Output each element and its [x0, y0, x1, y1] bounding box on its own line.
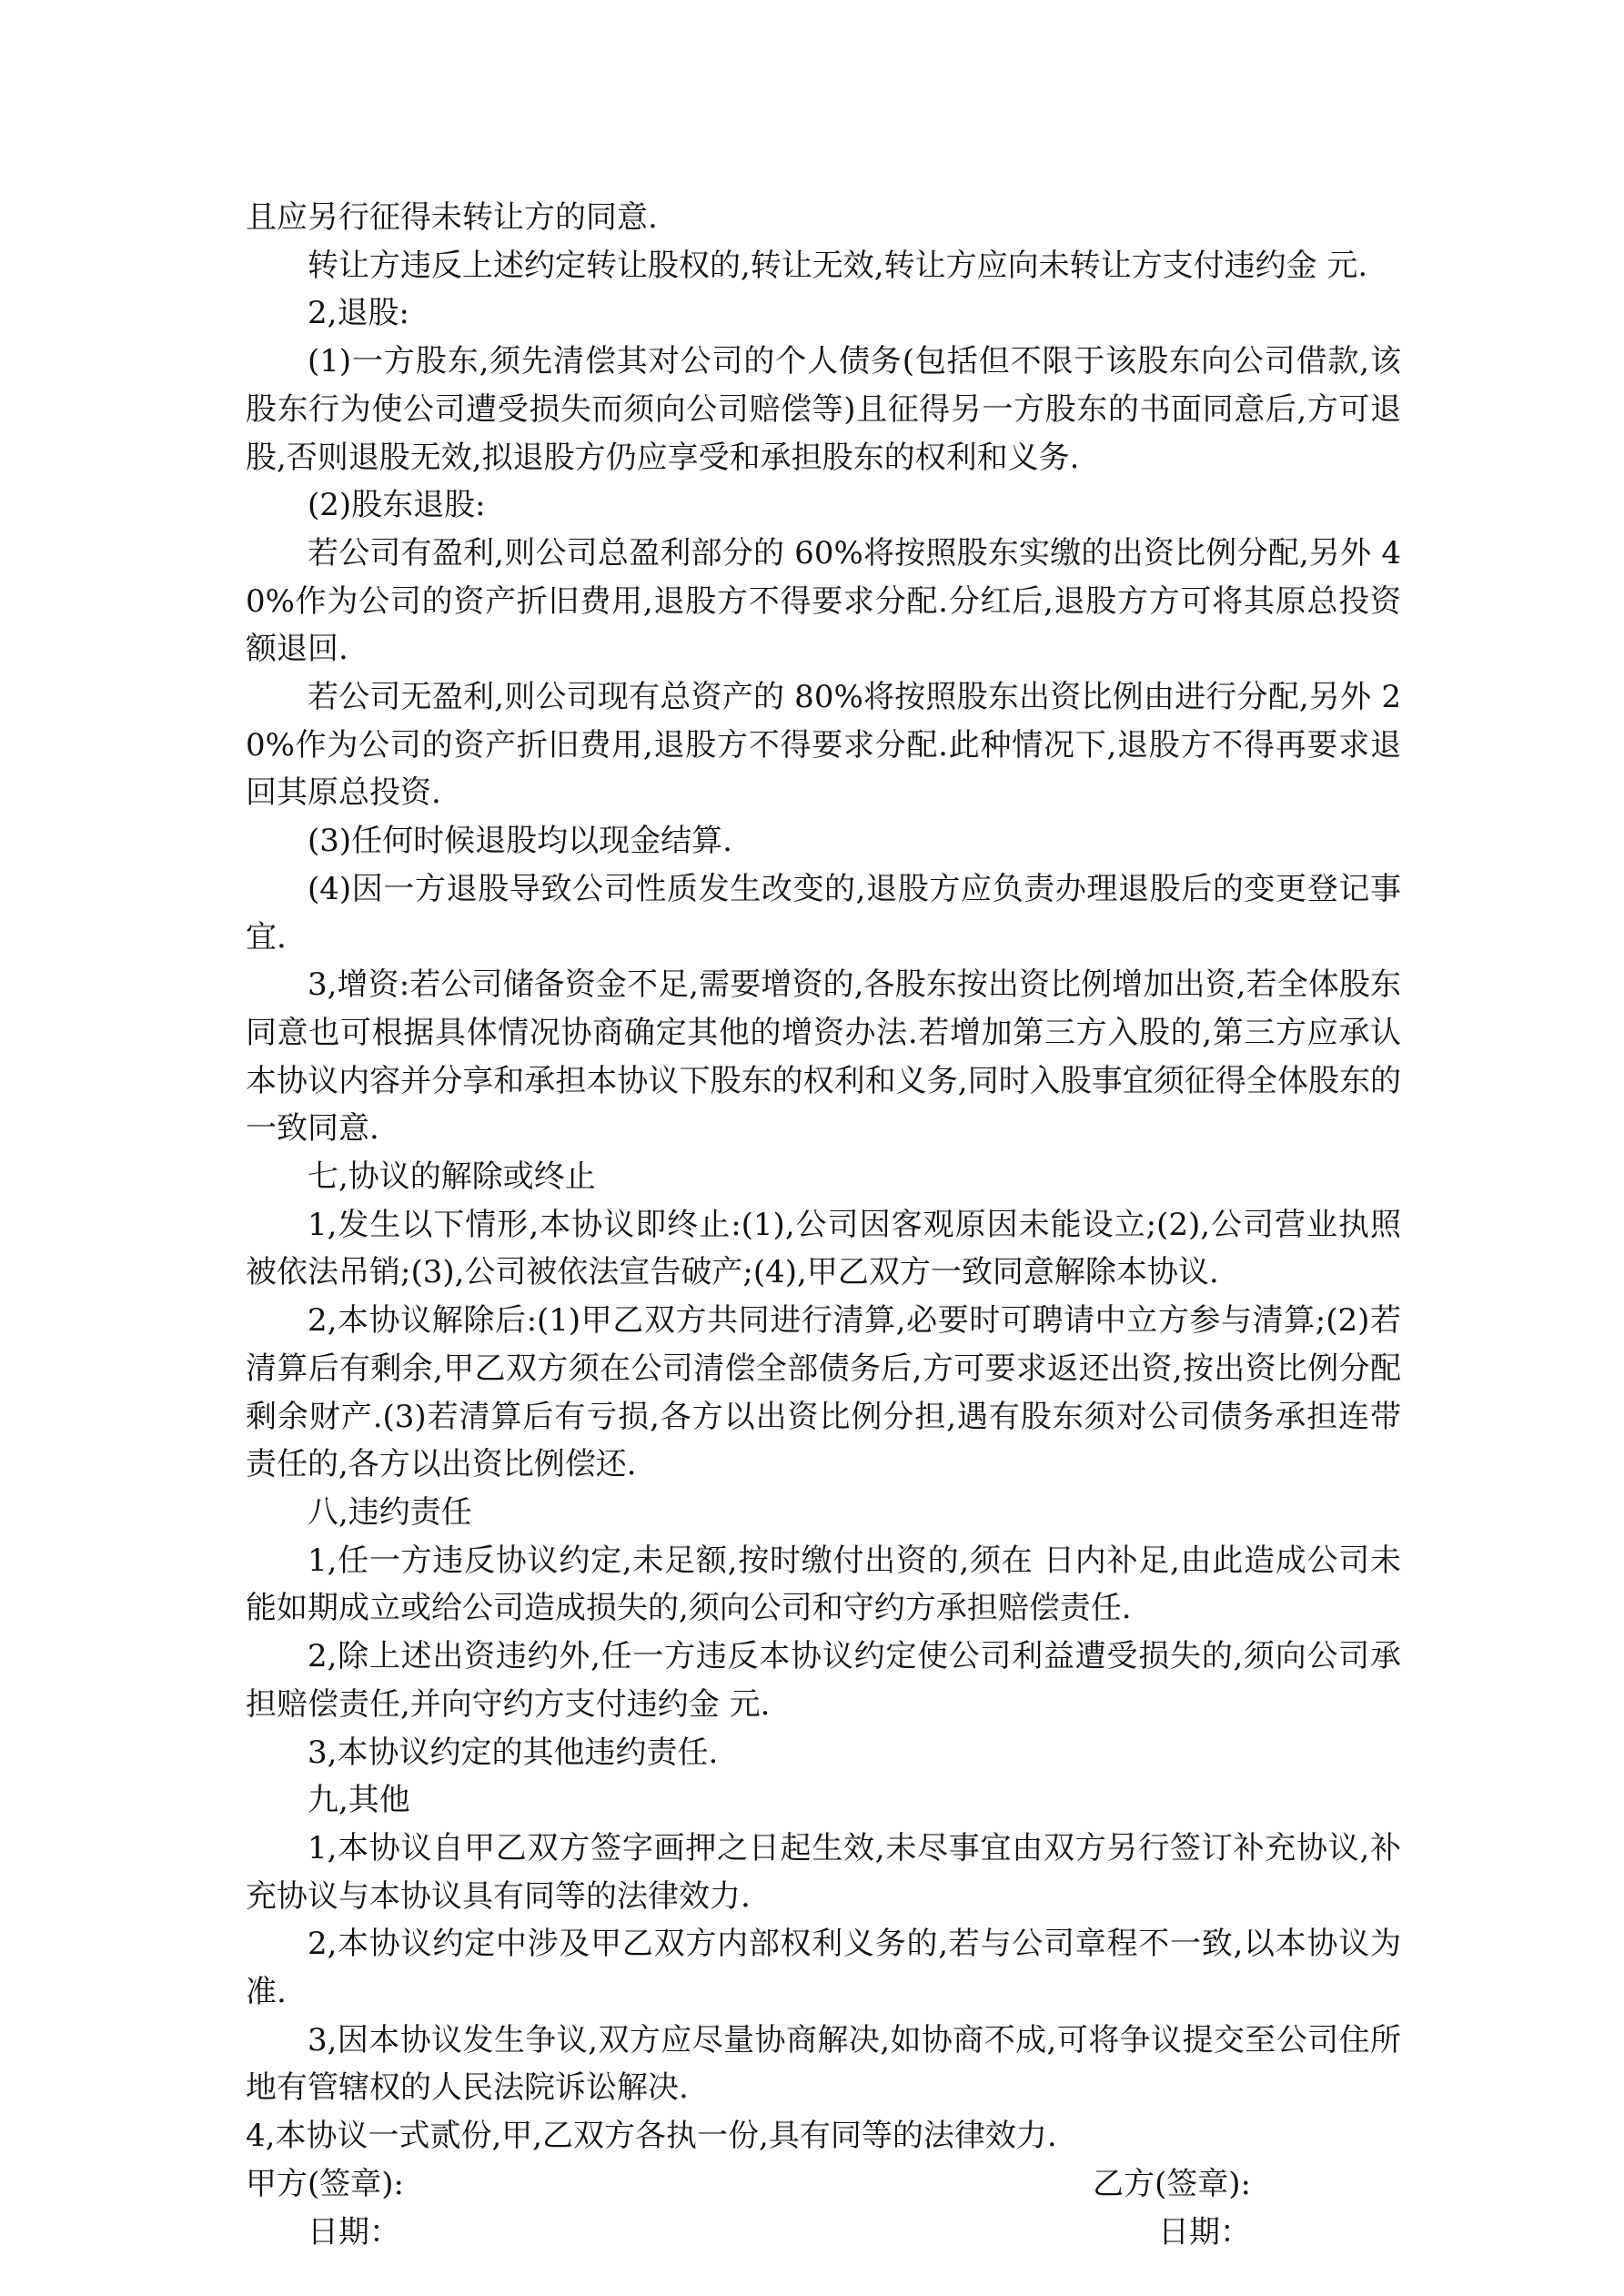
- paragraph: 八,违约责任: [308, 1493, 472, 1531]
- paragraph: 3,增资:若公司储备资金不足,需要增资的,各股东按出资比例增加出资,若全体股东同意也可根据具体情况协商确定其他的增资办法.若增加第三方入股的,第三方应承认本协议内容并分享和承担本协议下股东的权利和义务,同时入股事宜须征得全体股东的一致同意.: [246, 966, 1401, 1148]
- paragraph: 4,本协议一式贰份,甲,乙双方各执一份,具有同等的法律效力.: [246, 2118, 1057, 2155]
- paragraph: 转让方违反上述约定转让股权的,转让无效,转让方应向未转让方支付违约金 元.: [308, 247, 1368, 284]
- party-b-signature-label: 乙方(签章):: [1093, 2165, 1251, 2202]
- paragraph: (4)因一方退股导致公司性质发生改变的,退股方应负责办理退股后的变更登记事宜.: [246, 870, 1401, 956]
- paragraph: 九,其他: [308, 1782, 410, 1819]
- document-body: [246, 194, 1401, 2256]
- paragraph: 七,协议的解除或终止: [308, 1158, 596, 1196]
- paragraph: 3,本协议约定的其他违约责任.: [308, 1734, 719, 1771]
- paragraph: 3,因本协议发生争议,双方应尽量协商解决,如协商不成,可将争议提交至公司住所地有管辖权的人民法院诉讼解决.: [246, 2021, 1401, 2107]
- paragraph: 2,退股:: [308, 295, 409, 332]
- paragraph: 1,任一方违反协议约定,未足额,按时缴付出资的,须在 日内补足,由此造成公司未能如期成立或给公司造成损失的,须向公司和守约方承担赔偿责任.: [246, 1542, 1401, 1627]
- paragraph: 2,除上述出资违约外,任一方违反本协议约定使公司利益遭受损失的,须向公司承担赔偿责任,并向守约方支付违约金 元.: [246, 1638, 1401, 1723]
- paragraph: 1,发生以下情形,本协议即终止:(1),公司因客观原因未能设立;(2),公司营业执照被依法吊销;(3),公司被依法宣告破产;(4),甲乙双方一致同意解除本协议.: [246, 1206, 1401, 1291]
- paragraph: 且应另行征得未转让方的同意.: [246, 199, 658, 236]
- party-a-date-label: 日期：: [308, 2213, 400, 2250]
- paragraph: (3)任何时候退股均以现金结算.: [308, 823, 732, 860]
- signature-row: [246, 2160, 1251, 2209]
- party-a-signature-label: 甲方(签章):: [246, 2165, 404, 2202]
- paragraph: (2)股东退股:: [308, 487, 486, 524]
- paragraph: 若公司有盈利,则公司总盈利部分的 60%将按照股东实缴的出资比例分配,另外 40%作为公司的资产折旧费用,退股方不得要求分配.分红后,退股方方可将其原总投资额退回.: [246, 534, 1401, 668]
- paragraph: 2,本协议约定中涉及甲乙双方内部权利义务的,若与公司章程不一致,以本协议为准.: [246, 1926, 1401, 2011]
- paragraph: (1)一方股东,须先清偿其对公司的个人债务(包括但不限于该股东向公司借款,该股东行为使公司遭受损失而须向公司赔偿等)且征得另一方股东的书面同意后,方可退股,否则退股无效,拟退股方仍应享受和承担股东的权利和义务.: [246, 343, 1401, 476]
- party-b-date-label: 日期：: [1158, 2213, 1251, 2250]
- date-row: [246, 2209, 1251, 2257]
- paragraph: 1,本协议自甲乙双方签字画押之日起生效,未尽事宜由双方另行签订补充协议,补充协议与本协议具有同等的法律效力.: [246, 1829, 1401, 1915]
- paragraph: 2,本协议解除后:(1)甲乙双方共同进行清算,必要时可聘请中立方参与清算;(2)若清算后有剩余,甲乙双方须在公司清偿全部债务后,方可要求返还出资,按出资比例分配剩余财产.(3)若清算后有亏损,各方以出资比例分担,遇有股东须对公司债务承担连带责任的,各方以出资比例偿还.: [246, 1302, 1401, 1483]
- paragraph: 若公司无盈利,则公司现有总资产的 80%将按照股东出资比例由进行分配,另外 20%作为公司的资产折旧费用,退股方不得要求分配.此种情况下,退股方不得再要求退回其原总投资.: [246, 679, 1401, 812]
- paragraph-list: [246, 194, 1401, 2160]
